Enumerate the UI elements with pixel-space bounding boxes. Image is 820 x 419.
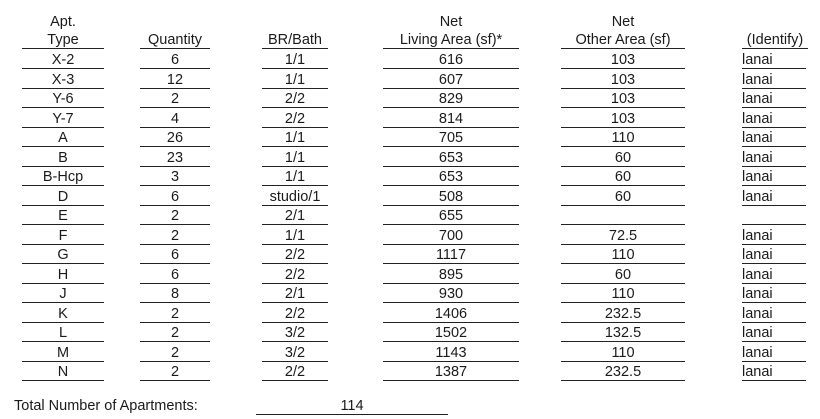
cell-identify: lanai — [742, 189, 806, 206]
cell-living-area: 1387 — [383, 364, 519, 381]
cell-identify: lanai — [742, 267, 806, 284]
cell-other-area: 60 — [561, 169, 685, 186]
header-living-area: Living Area (sf)* — [383, 32, 519, 49]
cell-brbath: studio/1 — [262, 189, 328, 206]
cell-living-area: 1143 — [383, 345, 519, 362]
cell-living-area: 508 — [383, 189, 519, 206]
cell-identify: lanai — [742, 72, 806, 89]
cell-identify: lanai — [742, 169, 806, 186]
cell-type: F — [22, 228, 104, 245]
cell-type: G — [22, 247, 104, 264]
cell-type: X-3 — [22, 72, 104, 89]
header-living-top: Net — [439, 14, 463, 30]
header-other-top: Net — [611, 14, 635, 30]
cell-living-area: 829 — [383, 91, 519, 108]
cell-quantity: 26 — [140, 130, 210, 147]
cell-brbath: 2/2 — [262, 364, 328, 381]
cell-living-area: 895 — [383, 267, 519, 284]
cell-quantity: 23 — [140, 150, 210, 167]
cell-quantity: 12 — [140, 72, 210, 89]
total-label: Total Number of Apartments: — [14, 398, 198, 414]
cell-identify: lanai — [742, 52, 806, 69]
cell-quantity: 2 — [140, 306, 210, 323]
cell-other-area: 60 — [561, 267, 685, 284]
cell-quantity: 2 — [140, 208, 210, 225]
cell-quantity: 3 — [140, 169, 210, 186]
cell-brbath: 2/2 — [262, 91, 328, 108]
header-quantity: Quantity — [140, 32, 210, 49]
cell-identify: lanai — [742, 325, 806, 342]
cell-other-area — [561, 208, 685, 225]
cell-other-area: 60 — [561, 189, 685, 206]
cell-type: K — [22, 306, 104, 323]
cell-quantity: 4 — [140, 111, 210, 128]
cell-quantity: 6 — [140, 189, 210, 206]
cell-type: H — [22, 267, 104, 284]
cell-quantity: 8 — [140, 286, 210, 303]
cell-quantity: 6 — [140, 52, 210, 69]
cell-living-area: 616 — [383, 52, 519, 69]
cell-identify: lanai — [742, 150, 806, 167]
cell-identify: lanai — [742, 111, 806, 128]
cell-other-area: 103 — [561, 72, 685, 89]
header-type-top: Apt. — [50, 14, 76, 30]
cell-brbath: 3/2 — [262, 325, 328, 342]
cell-brbath: 1/1 — [262, 169, 328, 186]
cell-brbath: 1/1 — [262, 130, 328, 147]
cell-living-area: 655 — [383, 208, 519, 225]
cell-brbath: 3/2 — [262, 345, 328, 362]
cell-identify — [742, 208, 806, 225]
cell-other-area: 132.5 — [561, 325, 685, 342]
cell-brbath: 2/2 — [262, 111, 328, 128]
cell-type: M — [22, 345, 104, 362]
cell-living-area: 814 — [383, 111, 519, 128]
cell-living-area: 930 — [383, 286, 519, 303]
cell-other-area: 103 — [561, 91, 685, 108]
cell-living-area: 607 — [383, 72, 519, 89]
cell-living-area: 1117 — [383, 247, 519, 264]
cell-living-area: 653 — [383, 169, 519, 186]
cell-type: J — [22, 286, 104, 303]
cell-brbath: 1/1 — [262, 150, 328, 167]
cell-identify: lanai — [742, 130, 806, 147]
cell-other-area: 72.5 — [561, 228, 685, 245]
cell-brbath: 1/1 — [262, 228, 328, 245]
cell-identify: lanai — [742, 345, 806, 362]
cell-living-area: 653 — [383, 150, 519, 167]
header-other-area: Other Area (sf) — [561, 32, 685, 49]
cell-type: Y-6 — [22, 91, 104, 108]
cell-brbath: 1/1 — [262, 72, 328, 89]
header-identify: (Identify) — [742, 32, 808, 49]
cell-identify: lanai — [742, 286, 806, 303]
header-type: Type — [22, 32, 104, 49]
cell-type: A — [22, 130, 104, 147]
cell-other-area: 232.5 — [561, 306, 685, 323]
cell-other-area: 60 — [561, 150, 685, 167]
cell-other-area: 110 — [561, 345, 685, 362]
cell-brbath: 1/1 — [262, 52, 328, 69]
cell-identify: lanai — [742, 91, 806, 108]
cell-brbath: 2/2 — [262, 247, 328, 264]
cell-identify: lanai — [742, 228, 806, 245]
cell-other-area: 110 — [561, 130, 685, 147]
cell-living-area: 1502 — [383, 325, 519, 342]
cell-quantity: 2 — [140, 228, 210, 245]
cell-brbath: 2/1 — [262, 208, 328, 225]
cell-quantity: 2 — [140, 91, 210, 108]
cell-other-area: 110 — [561, 286, 685, 303]
cell-brbath: 2/2 — [262, 306, 328, 323]
cell-type: B-Hcp — [22, 169, 104, 186]
cell-quantity: 6 — [140, 247, 210, 264]
cell-brbath: 2/2 — [262, 267, 328, 284]
cell-quantity: 2 — [140, 364, 210, 381]
cell-identify: lanai — [742, 247, 806, 264]
cell-type: B — [22, 150, 104, 167]
cell-type: D — [22, 189, 104, 206]
cell-quantity: 2 — [140, 345, 210, 362]
cell-other-area: 103 — [561, 52, 685, 69]
cell-type: N — [22, 364, 104, 381]
cell-identify: lanai — [742, 306, 806, 323]
cell-living-area: 1406 — [383, 306, 519, 323]
cell-type: Y-7 — [22, 111, 104, 128]
total-value: 114 — [256, 398, 448, 415]
cell-type: L — [22, 325, 104, 342]
cell-living-area: 700 — [383, 228, 519, 245]
cell-type: X-2 — [22, 52, 104, 69]
header-brbath: BR/Bath — [262, 32, 328, 49]
cell-other-area: 103 — [561, 111, 685, 128]
cell-other-area: 232.5 — [561, 364, 685, 381]
cell-type: E — [22, 208, 104, 225]
cell-identify: lanai — [742, 364, 806, 381]
cell-living-area: 705 — [383, 130, 519, 147]
cell-quantity: 2 — [140, 325, 210, 342]
cell-brbath: 2/1 — [262, 286, 328, 303]
cell-other-area: 110 — [561, 247, 685, 264]
cell-quantity: 6 — [140, 267, 210, 284]
